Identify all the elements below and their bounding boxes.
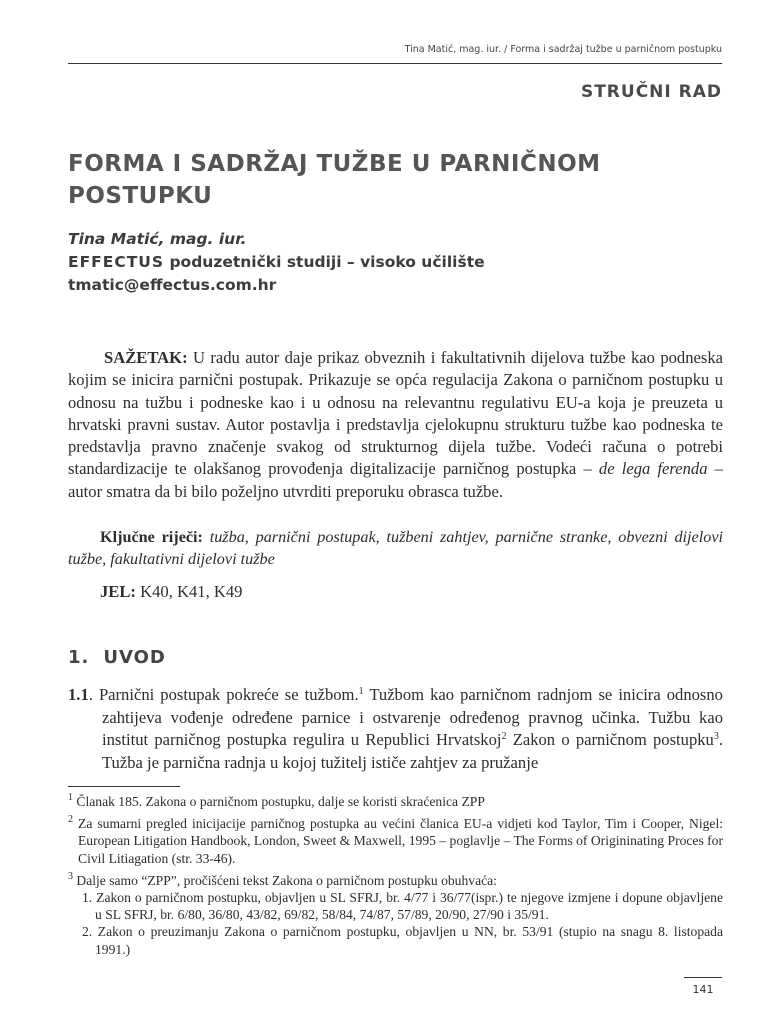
abstract-text: U radu autor daje prikaz obveznih i fakultativnih dijelova tužbe kao podneska kojim se inicira parnični postupak. Prikazuje se opća regulacija Zakona o parničnom postupku u odnosu na tužbu i podneske kao i u odnosu na relevantnu regulativu EU-a koja je preuzeta u hrvatski pravni sustav. Autor postavlja i predstavlja cjelokupnu strukturu tužbe kao podneska te predstavlja pravno značenje svakog od strukturnog dijela tužbe. Vodeći računa o potrebi standardizacije te olakšanog provođenja digitalizacije parničnog postupka (68, 348, 723, 479)
footnote-3-item: 2. Zakon o preuzimanju Zakona o parničnom postupku, objavljen u NN, br. 53/91 (stupio na snagu 8. listopada 1991.) (82, 924, 723, 957)
author-email[interactable]: tmatic@effectus.com.hr (68, 276, 277, 294)
abstract (68, 347, 723, 503)
section-number: 1. (68, 647, 90, 668)
footnote-rule (68, 786, 180, 787)
author-institution (68, 251, 708, 274)
section-type-label: STRUČNI RAD (580, 82, 722, 102)
footnote-1 (68, 793, 723, 810)
page-number-rule (684, 977, 722, 978)
footnote-2 (68, 815, 723, 867)
paragraph-text-4: . Tužba je parnična radnja u kojoj tužitelj ističe zahtjev za pružanje (102, 730, 723, 772)
paragraph-text-2: Tužbom kao parničnom radnjom se inicira odnosno zahtijeva vođenje određene parnice i ostvarenje određenog pravnog učinka. Tužbu kao institut parničnog postupka regulira u Republici Hrvatskoj (102, 685, 723, 750)
footnote-text-1: Članak 185. Zakona o parničnom postupku, dalje se koristi skraćenica ZPP (73, 794, 485, 809)
section-heading (68, 647, 166, 668)
author-block (68, 228, 708, 297)
abstract-italic-term: de lega ferenda (598, 459, 708, 479)
footnote-mark-3: 3 (68, 870, 73, 882)
footnote-ref-1[interactable]: 1 (358, 686, 364, 697)
footnote-mark-1: 1 (68, 792, 73, 803)
keywords-values: tužba, parnični postupak, tužbeni zahtjev, parnične stranke, obvezni dijelovi tužbe, fakultativni dijelovi tužbe (68, 528, 723, 569)
page-number: 141 (692, 983, 714, 996)
paragraph-text-3: Zakon o parničnom postupku (506, 730, 714, 750)
footnote-text-3: Dalje samo “ZPP”, pročišćeni tekst Zakona o parničnom postupku obuhvaća: (73, 872, 497, 888)
author-name: Tina Matić, mag. iur. (68, 230, 247, 248)
footnote-text-2: Za sumarni pregled inicijacije parničnog postupka au većini članica EU-a vidjeti kod Taylor, Tim i Cooper, Nigel: European Litigation Handbook, London, Sweet & Maxwell, 1995 – poglavlje – The Forms of Origininating Proces for Civil Litiagation (str. 33-46). (73, 816, 723, 866)
article-title: FORMA I SADRŽAJ TUŽBE U PARNIČNOM POSTUPKU (68, 151, 601, 209)
footnote-ref-3[interactable]: 3 (713, 731, 719, 743)
header-rule (68, 63, 722, 64)
institution-brand: EFFECTUS (68, 253, 165, 271)
abstract-dash: – (583, 459, 599, 479)
paragraph-text-1: . Parnični postupak pokreće se tužbom. (88, 685, 359, 704)
section-title: UVOD (103, 647, 166, 668)
abstract-label: SAŽETAK: (104, 348, 188, 367)
footnote-ref-2[interactable]: 2 (501, 731, 507, 743)
abstract-text-end: – autor smatra da bi bilo poželjno utvrditi preporuku obrasca tužbe. (68, 459, 723, 501)
running-head: Tina Matić, mag. iur. / Forma i sadržaj tužbe u parničnom postupku (404, 44, 722, 55)
keywords-label: Ključne riječi: (100, 528, 203, 546)
institution-name: poduzetnički studiji – visoko učilište (164, 253, 485, 271)
footnote-3-item: 1. Zakon o parničnom postupku, objavljen u SL SFRJ, br. 4/77 i 36/77(ispr.) te njegove izmjene i dopune objavljene u SL SFRJ, br. 6/80, 36/80, 43/82, 69/82, 58/84, 74/87, 57/89, 20/90, 27/90 i 35/91. (82, 890, 723, 923)
footnotes (68, 793, 723, 958)
footnote-3 (68, 872, 723, 889)
jel-codes (100, 582, 242, 602)
footnote-3-list (68, 889, 723, 958)
keywords (68, 526, 723, 571)
paragraph-1-1 (68, 684, 723, 774)
paragraph-number: 1.1 (68, 685, 89, 704)
footnote-mark-2: 2 (68, 814, 73, 826)
jel-values: K40, K41, K49 (135, 582, 243, 601)
jel-label: JEL: (100, 582, 136, 601)
